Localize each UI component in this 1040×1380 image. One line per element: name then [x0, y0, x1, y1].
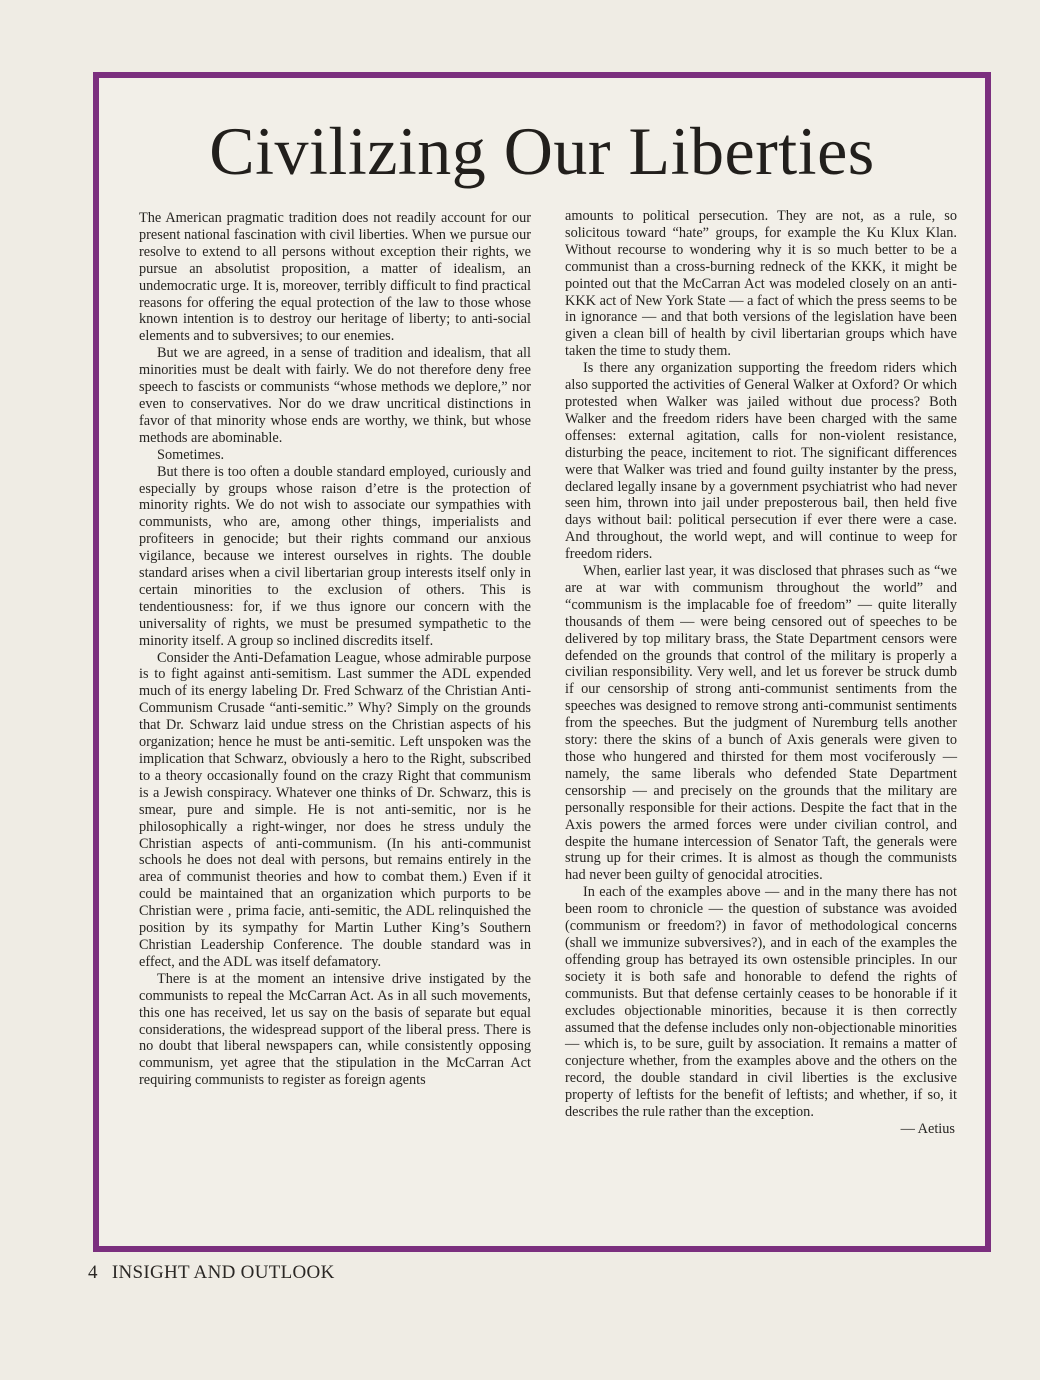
right-column	[565, 208, 957, 1138]
left-column	[139, 210, 531, 1089]
page-number: 4	[88, 1262, 98, 1283]
page-footer	[88, 1262, 335, 1284]
paragraph: But we are agreed, in a sense of tradition and idealism, that all minorities must be dealt with fairly. We do not therefore deny free speech to fascists or communists “whose methods we deplore,” nor even to conservatives. Nor do we draw uncritical distinctions in favor of that minority whose ends are worthy, we think, but whose methods are abominable.	[139, 345, 531, 446]
paragraph: But there is too often a double standard employed, curiously and especially by groups whose raison d’etre is the protection of minority rights. We do not wish to associate our sympathies with communists, who are, among other things, imperialists and profiteers in genocide; but their rights command our anxious vigilance, because we interest ourselves in rights. The double standard arises when a civil libertarian group interests itself only in certain minorities to the exclusion of others. This is tendentiousness: for, if we thus ignore our concern with the universality of rights, we must be presumed sympathetic to the minority itself. A group so inclined discredits itself.	[139, 463, 531, 649]
paragraph: Is there any organization supporting the freedom riders which also supported the activities of General Walker at Oxford? Or which protested when Walker was jailed without due process? Both Walker and the freedom riders have been charged with the same offenses: external agitation, calls for non-violent resistance, disturbing the peace, incitement to riot. The significant differences were that Walker was tried and found guilty instanter by the press, declared legally insane by a government psychiatrist who had never seen him, thrown into jail under preposterous bail, then held five days without bail: political persecution if ever there were a case. And throughout, the world wept, and will continue to weep for freedom riders.	[565, 360, 957, 563]
paragraph: In each of the examples above — and in the many there has not been room to chronicle — the question of substance was avoided (communism or freedom?) in favor of methodological concerns (shall we immunize subversives?), and in each of the examples the offending group has betrayed its own ostensible principles. In our society it is both safe and honorable to defend the rights of communists. But that defense certainly ceases to be honorable if it excludes objectionable minorities, because it is then correctly assumed that the defense includes only non-objectionable minorities — which is, to be sure, guilt by association. It remains a matter of conjecture whether, from the examples above and the others on the record, the double standard in civil liberties is the exclusive property of leftists for the benefit of leftists; and whether, if so, it describes the rule rather than the exception.	[565, 884, 957, 1121]
paragraph: The American pragmatic tradition does not readily account for our present national fascination with civil liberties. When we pursue our resolve to extend to all persons without exception their rights, we pursue an absolutist proposition, a matter of idealism, an undemocratic urge. It is, moreover, terribly difficult to find practical reasons for offering the equal protection of the law to those whose known intention is to destroy our heritage of liberty; to anti-social elements and to subversives; to our enemies.	[139, 210, 531, 345]
paragraph: Sometimes.	[157, 446, 225, 463]
paragraph: amounts to political persecution. They are not, as a rule, so solicitous toward “hate” groups, for example the Ku Klux Klan. Without recourse to wondering why it is so much better to be a communist than a cross-burning redneck of the KKK, it might be pointed out that the McCarran Act was modeled closely on an anti-KKK act of New York State — a fact of which the press seems to be in ignorance — and that both versions of the legislation have been given a clean bill of health by civil libertarian groups which have taken the time to study them.	[565, 208, 957, 360]
author-signature: — Aetius	[900, 1120, 955, 1137]
publication-name: INSIGHT AND OUTLOOK	[111, 1262, 335, 1283]
article-title: Civilizing Our Liberties	[209, 113, 875, 189]
article-frame	[93, 72, 991, 1252]
paragraph: There is at the moment an intensive drive instigated by the communists to repeal the McCarran Act. As in all such movements, this one has received, let us say on the basis of separate but equal considerations, the widespread support of the liberal press. There is no doubt that liberal newspapers can, while consistently opposing communism, yet agree that the stipulation in the McCarran Act requiring communists to register as foreign agents	[139, 970, 531, 1089]
paragraph: When, earlier last year, it was disclosed that phrases such as “we are at war with communism throughout the world” and “communism is the implacable foe of freedom” — quite literally thousands of them — were being censored out of speeches to be delivered by top military brass, the State Department censors were defended on the grounds that control of the military is properly a civilian responsibility. Very well, and let us forever be struck dumb if our censorship of strong anti-communist sentiments from the speeches was designed to remove strong anti-communist sentiments from the speeches. But the judgment of Nuremburg tells another story: there the skins of a bunch of Axis generals were given to those who hungered and thirsted for them most vociferously — namely, the same liberals who defended State Department censorship — and precisely on the grounds that the military are personally responsible for their actions. Despite the fact that in the Axis powers the armed forces were under civilian control, and despite the humane intercession of Senator Taft, the generals were strung up for their crimes. It is almost as though the communists had never been guilty of genocidal atrocities.	[565, 563, 957, 884]
paragraph: Consider the Anti-Defamation League, whose admirable purpose is to fight against anti-semitism. Last summer the ADL expended much of its energy labeling Dr. Fred Schwarz of the Christian Anti-Communism Crusade “anti-semitic.” Why? Simply on the grounds that Dr. Schwarz laid undue stress on the Christian aspects of his organization; hence he must be anti-semitic. Left unspoken was the implication that Schwarz, obviously a hero to the Right, subscribed to a theory occasionally found on the crazy Right that communism is a Jewish conspiracy. Whatever one thinks of Dr. Schwarz, this is smear, pure and simple. He is not anti-semitic, nor is he philosophically a right-winger, nor does he stress unduly the Christian aspects of anti-communism. (In his anti-communist schools he does not deal with persons, but remains entirely in the area of communist theories and how to combat them.) Even if it could be maintained that an organization which purports to be Christian were , prima facie, anti-semitic, the ADL relinquished the position by its sympathy for Martin Luther King’s Southern Christian Leadership Conference. The double standard was in effect, and the ADL was itself defamatory.	[139, 649, 531, 970]
